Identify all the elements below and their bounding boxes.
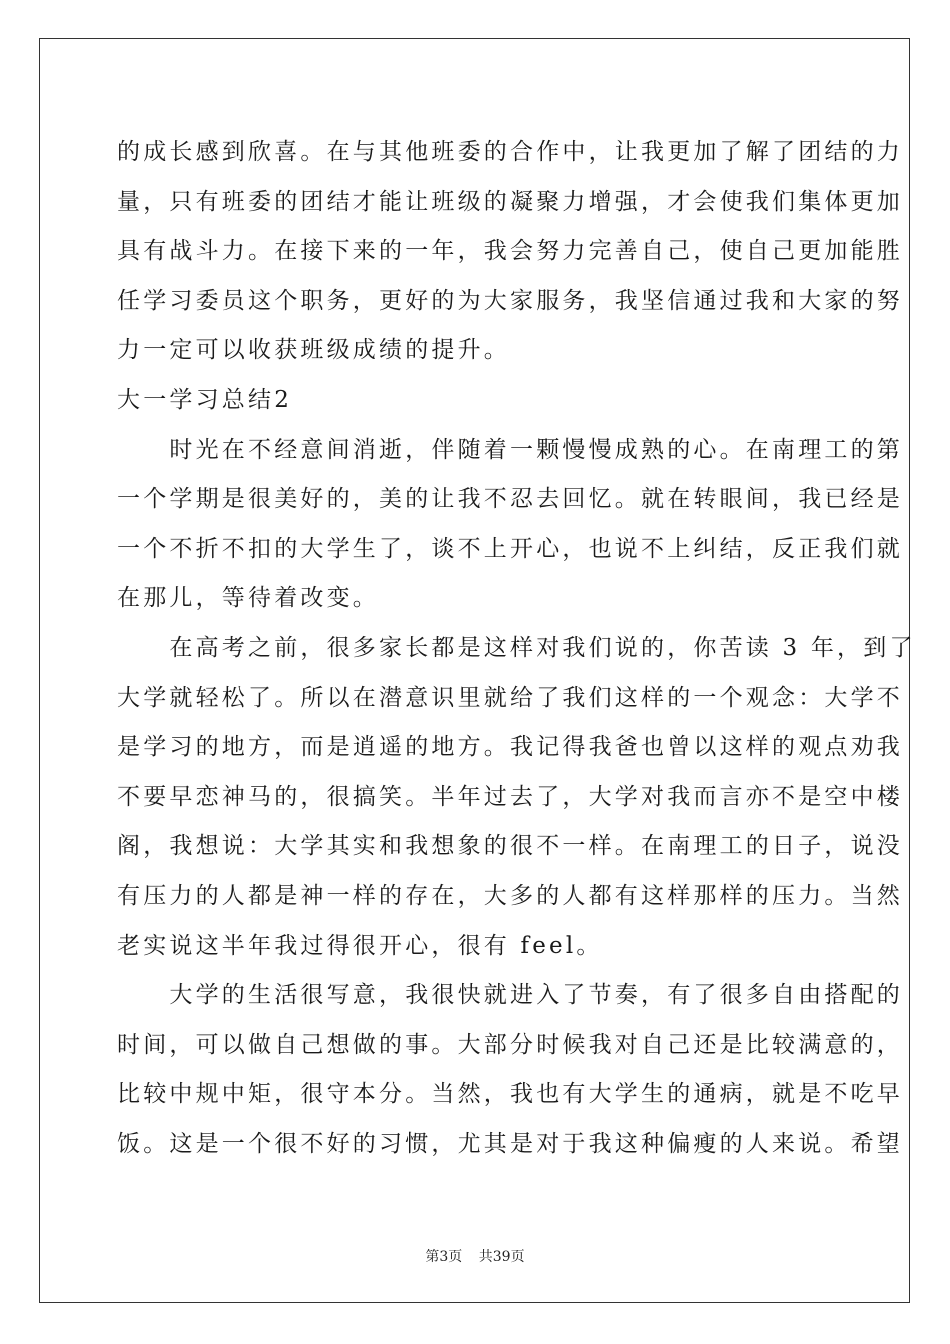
text-line: 大学就轻松了。所以在潜意识里就给了我们这样的一个观念：大学不 — [117, 684, 903, 711]
page-number: 第3页 — [425, 1249, 463, 1265]
text-line: 时间，可以做自己想做的事。大部分时候我对自己还是比较满意的， — [117, 1031, 903, 1058]
text-line: 是学习的地方，而是逍遥的地方。我记得我爸也曾以这样的观点劝我 — [117, 734, 903, 761]
text-line: 不要早恋神马的，很搞笑。半年过去了，大学对我而言亦不是空中楼 — [117, 783, 903, 810]
page-footer — [0, 1246, 950, 1266]
text-line: 力一定可以收获班级成绩的提升。 — [117, 337, 510, 364]
text-line: 量，只有班委的团结才能让班级的凝聚力增强，才会使我们集体更加 — [117, 188, 903, 215]
text-line: 具有战斗力。在接下来的一年，我会努力完善自己，使自己更加能胜 — [117, 238, 903, 265]
text-line: 大学的生活很写意，我很快就进入了节奏，有了很多自由搭配的 — [117, 982, 903, 1009]
text-line: 一个不折不扣的大学生了，谈不上开心，也说不上纠结，反正我们就 — [117, 535, 903, 562]
document-body — [117, 128, 916, 1169]
text-line: 任学习委员这个职务，更好的为大家服务，我坚信通过我和大家的努 — [117, 287, 903, 314]
text-line: 饭。这是一个很不好的习惯，尤其是对于我这种偏瘦的人来说。希望 — [117, 1130, 903, 1157]
text-line: 有压力的人都是神一样的存在，大多的人都有这样那样的压力。当然 — [117, 882, 903, 909]
text-line: 在那儿，等待着改变。 — [117, 585, 379, 612]
section-heading: 大一学习总结2 — [117, 386, 293, 413]
text-line: 的成长感到欣喜。在与其他班委的合作中，让我更加了解了团结的力 — [117, 139, 903, 165]
text-line: 时光在不经意间消逝，伴随着一颗慢慢成熟的心。在南理工的第 — [117, 436, 903, 463]
text-line: 比较中规中矩，很守本分。当然，我也有大学生的通病，就是不吃早 — [117, 1081, 903, 1108]
text-line: 老实说这半年我过得很开心，很有 feel。 — [117, 932, 603, 959]
text-line: 阁，我想说：大学其实和我想象的很不一样。在南理工的日子，说没 — [117, 833, 903, 860]
text-line: 一个学期是很美好的，美的让我不忍去回忆。就在转眼间，我已经是 — [117, 486, 903, 513]
text-line: 在高考之前，很多家长都是这样对我们说的，你苦读 3 年，到了 — [117, 634, 916, 661]
page-total: 共39页 — [478, 1249, 525, 1265]
